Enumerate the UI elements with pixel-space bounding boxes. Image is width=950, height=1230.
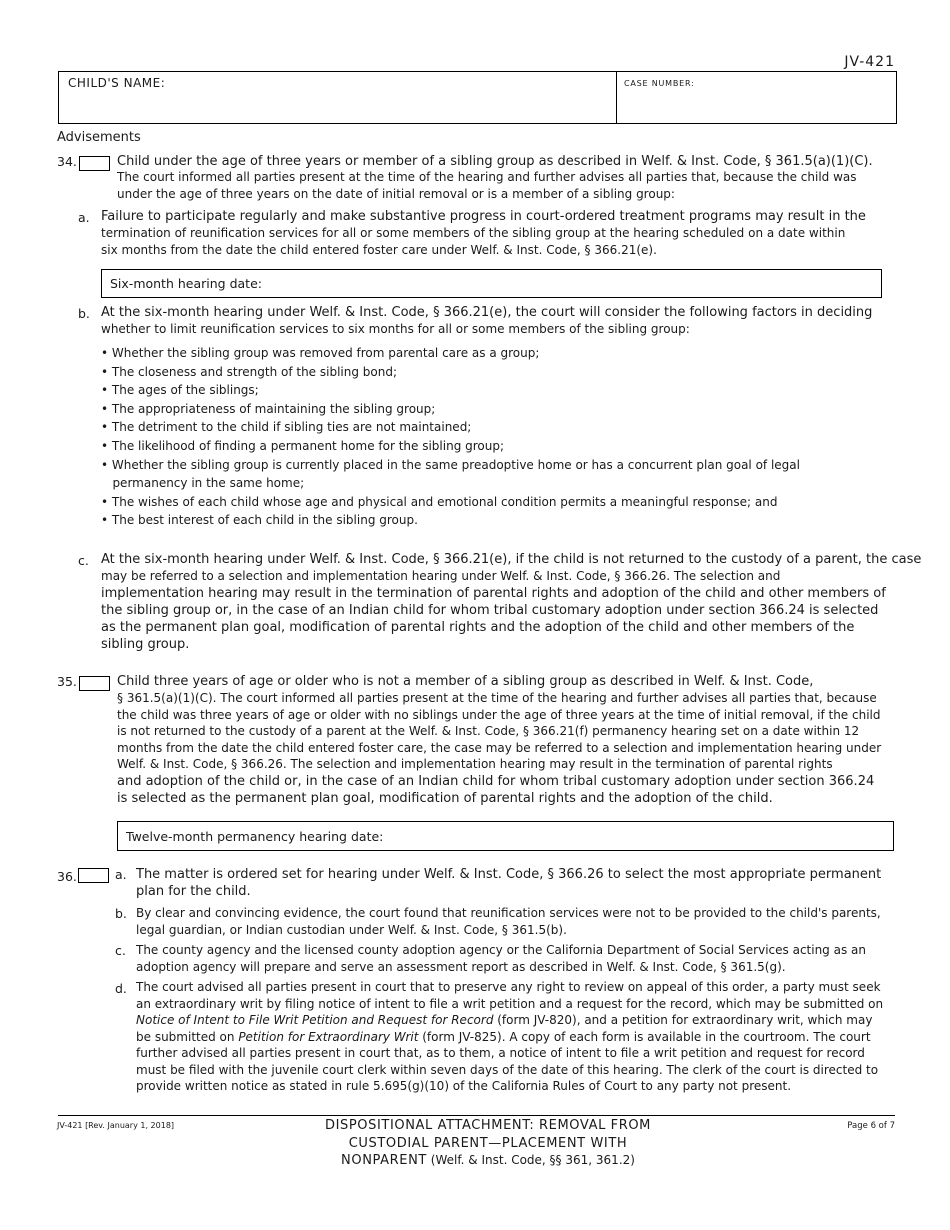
item-35-checkbox[interactable] [79, 676, 110, 691]
item-number: 36. [57, 869, 77, 884]
factor-list [101, 344, 800, 530]
item-paragraph: The court informed all parties present at the time of the hearing and further advises all parties that, because the child was under the age of three years on the date of initial removal or is a member of a sibling group: [117, 170, 857, 201]
sub-item-paragraph: At the six-month hearing under Welf. & Inst. Code, § 366.21(e), if the child is not returned to the custody of a parent, the case may be referred to a selection and implementation hearing under Welf. & Inst. Code, § 366.26. The selection and implementation hearing may result in the termination of parental rights and adoption of the child and other members of the sibling group or, in the case of an Indian child for whom tribal customary adoption under section 366.24 is selected as the permanent plan goal, modification of parental rights and the adoption of the child and other members of the sibling group. [101, 552, 922, 652]
list-item: permanency in the same home; [101, 476, 305, 491]
list-item: • The wishes of each child whose age and physical and emotional condition permits a meaningful response; and [101, 494, 778, 509]
form-name-jv825: Petition for Extraordinary Writ [238, 1029, 419, 1044]
sub-item-letter: b. [115, 906, 127, 921]
page-number: Page 6 of 7 [847, 1121, 895, 1131]
list-item: • The best interest of each child in the sibling group. [101, 513, 418, 528]
list-item: • The appropriateness of maintaining the sibling group; [101, 401, 436, 416]
section-title: Advisements [57, 130, 141, 145]
list-item: • The detriment to the child if sibling ties are not maintained; [101, 420, 472, 435]
sub-item-letter: a. [115, 867, 127, 882]
header-divider [616, 72, 617, 123]
sub-item-paragraph: The court advised all parties present in court that to preserve any right to review on appeal of this order, a party must seek an extraordinary writ by filing notice of intent to file a writ petition and a request for the record, which may be submitted on Notice of Intent to File Writ Petition and Request for Record (form JV-820), and a petition for extraordinary writ, which may be submitted on Petition for Extraordinary Writ (form JV-825). A copy of each form is available in the courtroom. The court further advised all parties present in court that, as to them, a notice of intent to file a writ petition and request for record must be filed with the juvenile court clerk within seven days of the date of this hearing. The clerk of the court is directed to provide written notice as stated in rule 5.695(g)(10) of the California Rules of Court to any party not present. [136, 980, 884, 1093]
form-revision: JV-421 [Rev. January 1, 2018] [57, 1121, 175, 1130]
list-item: • The likelihood of finding a permanent home for the sibling group; [101, 438, 505, 453]
footer-rule [58, 1115, 895, 1116]
sub-item-letter: c. [78, 553, 89, 568]
case-number-field[interactable]: CASE NUMBER: [624, 79, 695, 88]
form-name-jv820: Notice of Intent to File Writ Petition and Request for Record [136, 1013, 494, 1027]
date-label: Six-month hearing date: [110, 276, 262, 291]
item-36-checkbox[interactable] [78, 868, 109, 883]
sub-item-paragraph: The matter is ordered set for hearing under Welf. & Inst. Code, § 366.26 to select the most appropriate permanent plan for the child. [136, 867, 882, 899]
item-paragraph: Child three years of age or older who is not a member of a sibling group as described in Welf. & Inst. Code, § 361.5(a)(1)(C). The court informed all parties present at the time of the hearing and further advises all parties that, because the child was three years of age or older with no siblings under the age of three years at the time of initial removal, if the child is not returned to the custody of a parent at the Welf. & Inst. Code, § 366.21(f) permanency hearing set on a date within 12 months from the date the child entered foster care, the case may be referred to a selection and implementation hearing under Welf. & Inst. Code, § 366.26. The selection and implementation hearing may result in the termination of parental rights and adoption of the child or, in the case of an Indian child for whom tribal customary adoption under section 366.24 is selected as the permanent plan goal, modification of parental rights and the adoption of the child. [117, 674, 882, 806]
item-34-checkbox[interactable] [79, 156, 110, 171]
sub-item-letter: a. [78, 210, 90, 225]
list-item: • Whether the sibling group was removed from parental care as a group; [101, 346, 540, 360]
sub-item-paragraph: By clear and convincing evidence, the court found that reunification services were not to be provided to the child's parents, legal guardian, or Indian custodian under Welf. & Inst. Code, § 361.5(b). [136, 906, 881, 937]
sub-item-paragraph: The county agency and the licensed county adoption agency or the California Department of Social Services acting as an adoption agency will prepare and serve an assessment report as described in Welf. & Inst. Code, § 361.5(g). [136, 943, 866, 974]
item-number: 34. [57, 154, 77, 169]
sub-item-paragraph: At the six-month hearing under Welf. & Inst. Code, § 366.21(e), the court will consider the following factors in deciding whether to limit reunification services to six months for all or some members of the sibling group: [101, 305, 873, 336]
sub-item-paragraph: Failure to participate regularly and make substantive progress in court-ordered treatment programs may result in the termination of reunification services for all or some members of the sibling group at the hearing scheduled on a date within six months from the date the child entered foster care under Welf. & Inst. Code, § 366.21(e). [101, 209, 866, 257]
sub-item-letter: d. [115, 981, 127, 996]
form-title: DISPOSITIONAL ATTACHMENT: REMOVAL FROM CUSTODIAL PARENT—PLACEMENT WITH NONPARENT (Welf. & Inst. Code, §§ 361, 361.2) [324, 1118, 652, 1168]
form-number: JV-421 [844, 54, 895, 70]
item-number: 35. [57, 674, 77, 689]
list-item: • Whether the sibling group is currently placed in the same preadoptive home or has a concurrent plan goal of legal [101, 457, 800, 472]
case-header [58, 71, 897, 124]
sub-item-letter: b. [78, 306, 90, 321]
twelve-month-date-field[interactable] [117, 821, 894, 851]
date-label: Twelve-month permanency hearing date: [126, 828, 384, 844]
child-name-field[interactable]: CHILD'S NAME: [68, 76, 166, 90]
list-item: • The ages of the siblings; [101, 383, 259, 398]
item-title: Child under the age of three years or member of a sibling group as described in Welf. & Inst. Code, § 361.5(a)(1)(C). [117, 154, 873, 169]
six-month-date-field[interactable] [101, 269, 882, 298]
sub-item-letter: c. [115, 943, 126, 958]
list-item: • The closeness and strength of the sibling bond; [101, 364, 398, 379]
